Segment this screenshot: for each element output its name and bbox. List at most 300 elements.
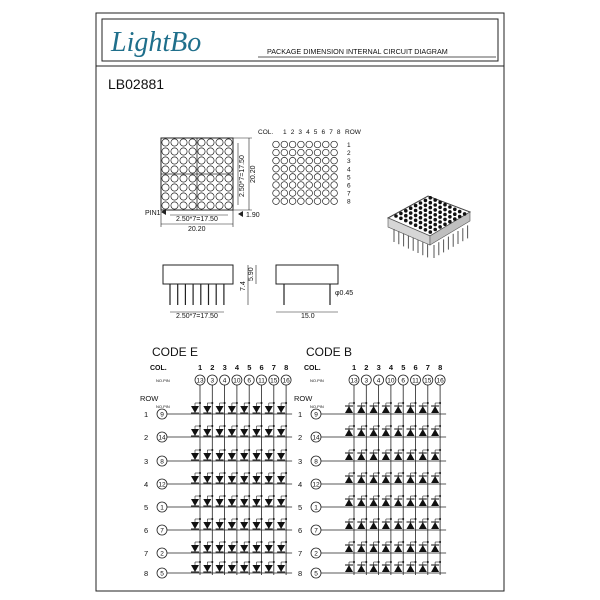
row-number: 7	[298, 549, 303, 558]
col-pin-number: 3	[210, 377, 215, 385]
led-diode	[203, 476, 211, 483]
junction-dot	[285, 472, 287, 474]
matrix-led	[314, 157, 321, 164]
top-view-led	[216, 175, 223, 182]
row-pin-number: 1	[314, 504, 318, 512]
junction-dot	[285, 495, 287, 497]
matrix-led	[273, 174, 280, 181]
led-diode	[203, 429, 211, 436]
row-pin-number: 14	[158, 434, 166, 442]
matrix-led	[331, 190, 338, 197]
matrix-row-number: 4	[347, 166, 351, 174]
led-diode	[191, 499, 199, 506]
led-diode	[277, 545, 285, 552]
col-label: COL.	[150, 365, 167, 372]
row-pin-number: 12	[158, 481, 166, 489]
led-diode	[191, 453, 199, 460]
module-led	[443, 223, 447, 227]
junction-dot	[211, 518, 213, 520]
col-number: 8	[438, 363, 443, 372]
col-number: 6	[413, 363, 418, 372]
top-view-led	[180, 148, 187, 155]
top-view-led	[180, 157, 187, 164]
module-led	[443, 213, 447, 217]
led-diode	[191, 429, 199, 436]
led-diode	[345, 453, 353, 460]
junction-dot	[365, 518, 367, 520]
row-pin-number: 2	[314, 550, 318, 558]
led-diode	[265, 565, 273, 572]
row-label: ROW	[294, 394, 313, 403]
module-led	[419, 221, 423, 225]
led-diode	[253, 406, 261, 413]
row-pin-number: 9	[160, 411, 164, 419]
junction-dot	[353, 425, 355, 427]
junction-dot	[224, 402, 226, 404]
junction-dot	[211, 561, 213, 563]
led-diode	[240, 453, 248, 460]
top-view-led	[225, 166, 232, 173]
junction-dot	[365, 561, 367, 563]
matrix-led	[298, 198, 305, 205]
led-diode	[203, 522, 211, 529]
led-diode	[382, 565, 390, 572]
junction-dot	[353, 518, 355, 520]
led-matrix-diagram	[258, 129, 362, 206]
led-diode	[357, 453, 365, 460]
led-diode	[228, 429, 236, 436]
led-diode	[357, 545, 365, 552]
led-diode	[191, 565, 199, 572]
junction-dot	[261, 472, 263, 474]
top-view-led	[180, 193, 187, 200]
junction-dot	[378, 425, 380, 427]
top-view-led	[198, 166, 205, 173]
junction-dot	[261, 449, 263, 451]
led-diode	[277, 476, 285, 483]
top-view-led	[189, 175, 196, 182]
module-led	[429, 221, 433, 225]
module-led	[419, 226, 423, 230]
junction-dot	[211, 472, 213, 474]
top-view-led	[189, 139, 196, 146]
junction-dot	[439, 425, 441, 427]
junction-dot	[261, 402, 263, 404]
top-view-led	[216, 166, 223, 173]
led-diode	[240, 406, 248, 413]
junction-dot	[211, 541, 213, 543]
junction-dot	[236, 495, 238, 497]
col-number: 6	[259, 363, 264, 372]
junction-dot	[427, 495, 429, 497]
module-led	[414, 214, 418, 218]
matrix-led	[298, 141, 305, 148]
top-view-led	[171, 166, 178, 173]
top-view-led	[225, 139, 232, 146]
module-led	[399, 217, 403, 221]
module-led	[429, 201, 433, 205]
top-view-led	[189, 193, 196, 200]
led-diode	[228, 453, 236, 460]
led-diode	[191, 522, 199, 529]
junction-dot	[236, 541, 238, 543]
module-led	[429, 225, 433, 229]
matrix-led	[281, 198, 288, 205]
junction-dot	[402, 495, 404, 497]
junction-dot	[439, 449, 441, 451]
module-led	[404, 209, 408, 213]
led-diode	[265, 453, 273, 460]
module-led	[409, 211, 413, 215]
top-view-led	[207, 184, 214, 191]
led-diode	[370, 565, 378, 572]
matrix-led	[323, 149, 330, 156]
row-number: 4	[144, 480, 149, 489]
matrix-led	[314, 149, 321, 156]
col-number: 1	[352, 363, 357, 372]
matrix-led	[306, 157, 313, 164]
module-led	[394, 214, 398, 218]
junction-dot	[199, 518, 201, 520]
matrix-led	[323, 157, 330, 164]
module-led	[424, 218, 428, 222]
module-led	[414, 204, 418, 208]
matrix-led	[323, 182, 330, 189]
matrix-led	[298, 190, 305, 197]
top-view-led	[216, 193, 223, 200]
led-diode	[370, 429, 378, 436]
junction-dot	[273, 561, 275, 563]
junction-dot	[390, 495, 392, 497]
led-diode	[191, 476, 199, 483]
top-view-led	[162, 202, 169, 209]
matrix-led	[306, 190, 313, 197]
matrix-col-number: 4	[306, 129, 310, 136]
module-led	[438, 201, 442, 205]
junction-dot	[427, 541, 429, 543]
junction-dot	[224, 495, 226, 497]
col-pin-number: 15	[424, 377, 432, 385]
module-led	[443, 208, 447, 212]
module-led	[424, 223, 428, 227]
code-e-circuit	[140, 363, 292, 578]
top-view-led	[180, 166, 187, 173]
led-diode	[265, 429, 273, 436]
led-diode	[228, 522, 236, 529]
junction-dot	[439, 518, 441, 520]
junction-dot	[273, 402, 275, 404]
junction-dot	[365, 425, 367, 427]
module-led	[433, 203, 437, 207]
matrix-row-number: 3	[347, 158, 351, 166]
module-led	[448, 215, 452, 219]
led-diode	[382, 522, 390, 529]
led-diode	[253, 476, 261, 483]
dim-top-width: 2.50*7=17.50	[176, 216, 218, 223]
junction-dot	[273, 495, 275, 497]
junction-dot	[273, 425, 275, 427]
junction-dot	[378, 518, 380, 520]
module-led	[453, 217, 457, 221]
row-pin-number: 1	[160, 504, 164, 512]
module-led	[424, 208, 428, 212]
top-view-led	[225, 202, 232, 209]
led-diode	[394, 406, 402, 413]
top-view-led	[189, 166, 196, 173]
matrix-col-number: 5	[313, 129, 318, 136]
led-diode	[382, 429, 390, 436]
junction-dot	[402, 518, 404, 520]
top-view-led	[171, 184, 178, 191]
led-diode	[203, 499, 211, 506]
matrix-led	[281, 190, 288, 197]
led-diode	[394, 565, 402, 572]
module-led	[433, 198, 437, 202]
junction-dot	[402, 449, 404, 451]
junction-dot	[236, 472, 238, 474]
led-diode	[191, 406, 199, 413]
top-view-led	[189, 202, 196, 209]
junction-dot	[427, 425, 429, 427]
matrix-col-number: 6	[321, 129, 326, 136]
led-diode	[407, 476, 415, 483]
top-view-led	[162, 184, 169, 191]
led-diode	[419, 429, 427, 436]
led-diode	[357, 406, 365, 413]
row-pin-number: 8	[314, 458, 318, 466]
led-diode	[382, 476, 390, 483]
no-pin-label: NO.PIN	[156, 404, 170, 409]
module-led	[404, 214, 408, 218]
led-diode	[407, 406, 415, 413]
junction-dot	[236, 561, 238, 563]
led-diode	[382, 453, 390, 460]
top-view-led	[216, 157, 223, 164]
matrix-led	[289, 174, 296, 181]
junction-dot	[273, 518, 275, 520]
junction-dot	[353, 472, 355, 474]
led-diode	[253, 545, 261, 552]
top-view-led	[180, 202, 187, 209]
led-diode	[253, 522, 261, 529]
row-pin-number: 7	[160, 527, 164, 535]
led-diode	[370, 499, 378, 506]
matrix-col-label: COL.	[258, 129, 274, 136]
top-view-led	[171, 193, 178, 200]
junction-dot	[402, 472, 404, 474]
top-view-led	[162, 175, 169, 182]
module-led	[438, 210, 442, 214]
junction-dot	[402, 541, 404, 543]
row-pin-number: 2	[160, 550, 164, 558]
led-diode	[407, 545, 415, 552]
top-view-led	[171, 157, 178, 164]
row-pin-number: 12	[312, 481, 320, 489]
led-diode	[382, 499, 390, 506]
led-diode	[216, 453, 224, 460]
junction-dot	[199, 472, 201, 474]
junction-dot	[378, 472, 380, 474]
junction-dot	[365, 472, 367, 474]
junction-dot	[248, 541, 250, 543]
matrix-led	[331, 166, 338, 173]
junction-dot	[199, 449, 201, 451]
junction-dot	[378, 402, 380, 404]
col-number: 8	[284, 363, 289, 372]
junction-dot	[211, 495, 213, 497]
matrix-led	[298, 166, 305, 173]
junction-dot	[415, 472, 417, 474]
matrix-led	[306, 182, 313, 189]
led-diode	[382, 406, 390, 413]
matrix-led	[331, 182, 338, 189]
row-number: 6	[298, 526, 303, 535]
led-diode	[253, 499, 261, 506]
module-led	[433, 208, 437, 212]
part-number: LB02881	[108, 76, 165, 92]
top-view-led	[162, 139, 169, 146]
matrix-led	[281, 149, 288, 156]
junction-dot	[248, 495, 250, 497]
module-led	[409, 221, 413, 225]
top-view-led	[180, 139, 187, 146]
junction-dot	[224, 472, 226, 474]
matrix-led	[314, 166, 321, 173]
led-diode	[394, 429, 402, 436]
module-led	[429, 211, 433, 215]
module-led	[458, 210, 462, 214]
led-diode	[240, 545, 248, 552]
junction-dot	[365, 495, 367, 497]
junction-dot	[248, 425, 250, 427]
matrix-led	[281, 157, 288, 164]
junction-dot	[439, 495, 441, 497]
led-diode	[419, 406, 427, 413]
junction-dot	[273, 449, 275, 451]
junction-dot	[415, 541, 417, 543]
matrix-led	[273, 157, 280, 164]
row-number: 7	[144, 549, 149, 558]
junction-dot	[261, 561, 263, 563]
led-diode	[253, 429, 261, 436]
col-pin-number: 11	[412, 377, 419, 385]
dim-pin-offset: 1.90	[246, 212, 260, 219]
module-led	[463, 212, 467, 216]
junction-dot	[273, 472, 275, 474]
junction-dot	[390, 541, 392, 543]
junction-dot	[353, 402, 355, 404]
junction-dot	[402, 402, 404, 404]
module-led	[414, 219, 418, 223]
top-view-led	[162, 157, 169, 164]
junction-dot	[378, 541, 380, 543]
led-diode	[228, 565, 236, 572]
led-diode	[216, 522, 224, 529]
module-led	[429, 206, 433, 210]
dim-front-h1: 7.4	[240, 281, 247, 291]
junction-dot	[273, 541, 275, 543]
junction-dot	[248, 518, 250, 520]
junction-dot	[439, 402, 441, 404]
top-view-led	[225, 193, 232, 200]
led-diode	[431, 522, 439, 529]
led-diode	[394, 476, 402, 483]
top-view-led	[198, 139, 205, 146]
led-diode	[370, 522, 378, 529]
led-diode	[277, 499, 285, 506]
junction-dot	[236, 402, 238, 404]
junction-dot	[390, 449, 392, 451]
matrix-led	[281, 182, 288, 189]
matrix-led	[331, 174, 338, 181]
matrix-led	[306, 166, 313, 173]
matrix-led	[323, 190, 330, 197]
led-diode	[357, 429, 365, 436]
led-diode	[203, 406, 211, 413]
junction-dot	[224, 449, 226, 451]
top-view-led	[198, 175, 205, 182]
col-number: 4	[234, 363, 240, 372]
module-led	[429, 230, 433, 234]
junction-dot	[353, 541, 355, 543]
junction-dot	[285, 449, 287, 451]
led-diode	[394, 545, 402, 552]
row-number: 8	[298, 569, 303, 578]
matrix-led	[273, 190, 280, 197]
led-diode	[431, 565, 439, 572]
led-diode	[431, 545, 439, 552]
matrix-led	[289, 166, 296, 173]
module-led	[443, 218, 447, 222]
led-module-3d-illustration	[388, 196, 470, 258]
top-view-led	[198, 184, 205, 191]
module-led	[453, 208, 457, 212]
matrix-led	[273, 182, 280, 189]
top-view-led	[225, 157, 232, 164]
matrix-col-number: 8	[336, 129, 341, 136]
row-number: 3	[298, 457, 303, 466]
matrix-led	[314, 182, 321, 189]
col-pin-number: 10	[233, 377, 241, 385]
led-diode	[345, 565, 353, 572]
row-label: ROW	[140, 394, 159, 403]
junction-dot	[285, 425, 287, 427]
led-diode	[419, 522, 427, 529]
junction-dot	[199, 402, 201, 404]
matrix-led	[331, 141, 338, 148]
col-pin-number: 11	[258, 377, 265, 385]
col-pin-number: 6	[401, 377, 406, 385]
led-diode	[407, 499, 415, 506]
led-diode	[216, 476, 224, 483]
matrix-led	[273, 198, 280, 205]
top-view-led	[189, 148, 196, 155]
matrix-led	[323, 141, 330, 148]
junction-dot	[261, 425, 263, 427]
junction-dot	[415, 518, 417, 520]
row-number: 5	[144, 503, 149, 512]
led-diode	[431, 406, 439, 413]
matrix-led	[289, 141, 296, 148]
row-number: 6	[144, 526, 149, 535]
matrix-led	[323, 166, 330, 173]
module-led	[433, 218, 437, 222]
junction-dot	[427, 472, 429, 474]
matrix-led	[273, 166, 280, 173]
led-diode	[382, 545, 390, 552]
dim-side-overall: 20.20	[250, 165, 257, 183]
junction-dot	[390, 518, 392, 520]
